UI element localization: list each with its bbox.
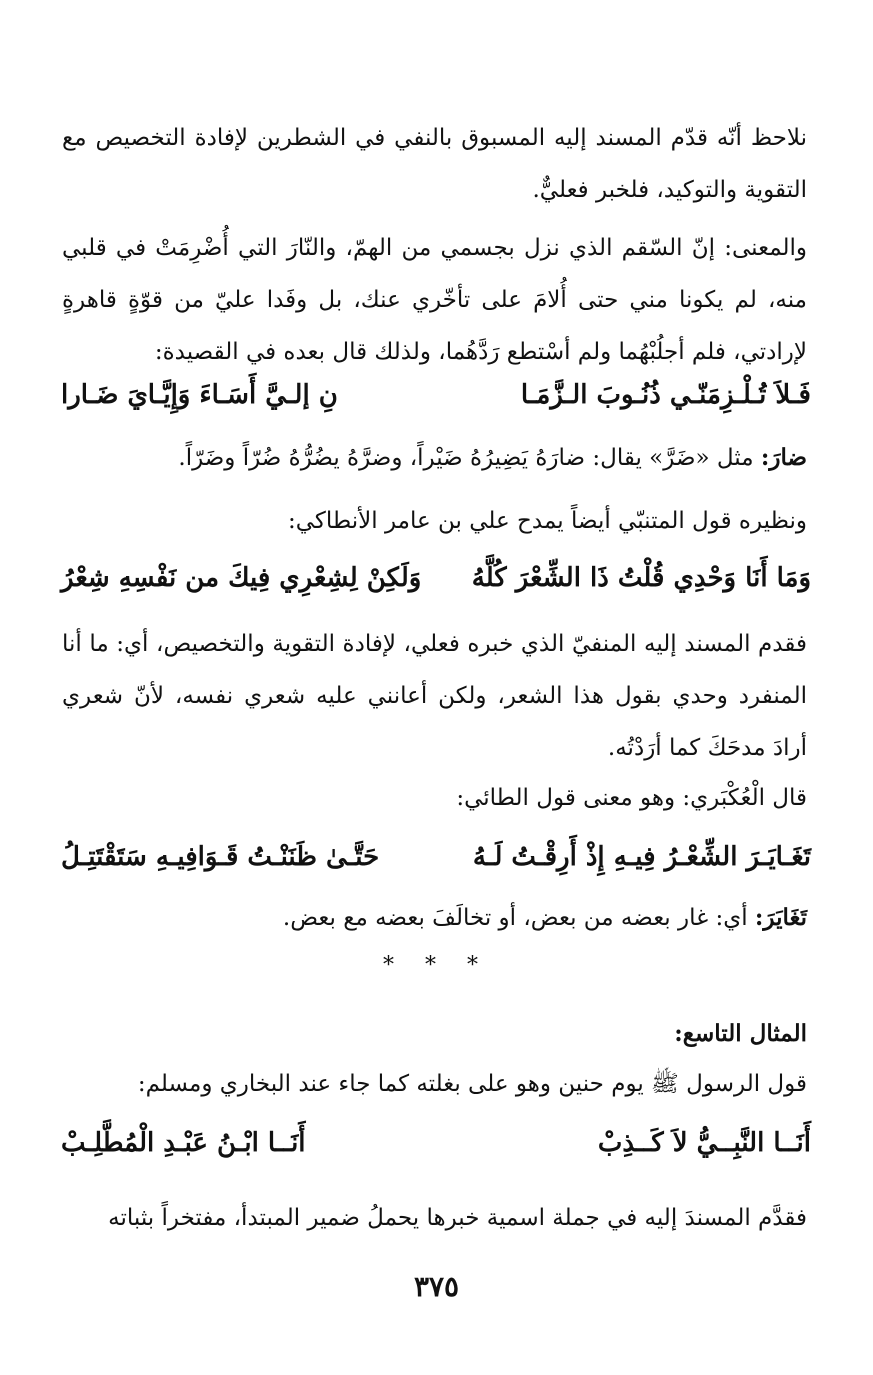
verse-2-second-hemistich: وَلَكِنْ لِشِعْرِي فِيكَ من نَفْسِهِ شِعْرُ — [61, 563, 422, 593]
mutanabbi-intro-text: ونظيره قول المتنبّي أيضاً يمدح علي بن عامر الأنطاكي: — [288, 508, 807, 534]
definition-dar-text: مثل «ضَرَّ» يقال: ضارَهُ يَضِيرُهُ ضَيْراً، وضرَّهُ يضُرُّهُ ضُرّاً وضَرّاً. — [178, 445, 761, 471]
example-heading: المثال التاسع: — [674, 1020, 807, 1047]
verse-3-first-hemistich: تَغَـايَـرَ الشِّعْـرُ فِيـهِ إِذْ أَرِقْـتُ لَـهُ — [472, 842, 811, 872]
ukbari-text: قال الْعُكْبَري: وهو معنى قول الطائي: — [456, 785, 807, 811]
paragraph-ukbari — [62, 772, 807, 824]
explanation-text: فقدم المسند إليه المنفيّ الذي خبره فعلي، لإفادة التقوية والتخصيص، أي: ما أنا المنفرد وحدي بقول هذا الشعر، ولكن أعانني عليه شعري نفسه، لأنّ شعري أرادَ مدحَكَ كما أرَدْتُه. — [62, 631, 807, 761]
verse-1-first-hemistich: فَـلاَ تُـلْـزِمَنّـي ذُنُـوبَ الـزَّمَـا — [520, 380, 811, 410]
term-dar: ضارَ: — [760, 444, 807, 471]
definition-taghayar-text: أي: غار بعضه من بعض، أو تخالَفَ بعضه مع بعض. — [282, 905, 755, 931]
paragraph-hadith-intro — [62, 1058, 807, 1110]
section-separator: * * * — [383, 953, 490, 978]
verse-2-first-hemistich: وَمَا أَنَا وَحْدِي قُلْتُ ذَا الشِّعْرَ كُلَّهُ — [471, 563, 811, 593]
paragraph-meaning-text: والمعنى: إنّ السّقم الذي نزل بجسمي من الهمّ، والنّارَ التي أُضْرِمَتْ في قلبي منه، لم يكونا مني حتى أُلامَ على تأخّري عنك، بل وفَدا عليّ من قوّةٍ قاهرةٍ لإرادتي، فلم أجلُبْهُما ولم أسْتطع رَدَّهُما، ولذلك قال بعده في القصيدة: — [62, 235, 807, 365]
conclusion-text: فقدَّم المسندَ إليه في جملة اسمية خبرها يحملُ ضمير المبتدأ، مفتخراً بثباته — [108, 1205, 807, 1231]
verse-2 — [61, 553, 811, 603]
paragraph-definition-taghayar — [62, 892, 807, 944]
paragraph-explanation — [62, 618, 807, 774]
verse-4-second-hemistich: أَنَــا ابْـنُ عَبْـدِ الْمُطَّلِـبْ — [61, 1128, 306, 1158]
verse-4-first-hemistich: أَنَــا النَّبِــيُّ لاَ كَــذِبْ — [597, 1128, 811, 1158]
verse-3 — [61, 832, 811, 882]
page-number: ٣٧٥ — [413, 1270, 460, 1303]
verse-4 — [61, 1118, 811, 1168]
paragraph-conclusion — [62, 1192, 807, 1244]
verse-3-second-hemistich: حَتَّـىٰ ظَنَنْـتُ قَـوَافِيـهِ سَتَقْتَتِـلُ — [61, 842, 380, 872]
verse-1 — [61, 370, 811, 420]
term-taghayar: تَغَايَرَ: — [754, 904, 807, 931]
verse-1-second-hemistich: نِ إلـيَّ أَسَـاءَ وَإِيَّـايَ ضَـارا — [61, 380, 338, 410]
paragraph-note — [62, 112, 807, 216]
paragraph-note-text: نلاحظ أنّه قدّم المسند إليه المسبوق بالنفي في الشطرين لإفادة التخصيص مع التقوية والتوكيد، فلخبر فعليٌّ. — [62, 125, 807, 203]
paragraph-mutanabbi-intro — [62, 495, 807, 547]
paragraph-meaning — [62, 222, 807, 378]
paragraph-definition-dar — [62, 432, 807, 484]
hadith-intro-text: قول الرسول ﷺ يوم حنين وهو على بغلته كما جاء عند البخاري ومسلم: — [137, 1071, 807, 1097]
